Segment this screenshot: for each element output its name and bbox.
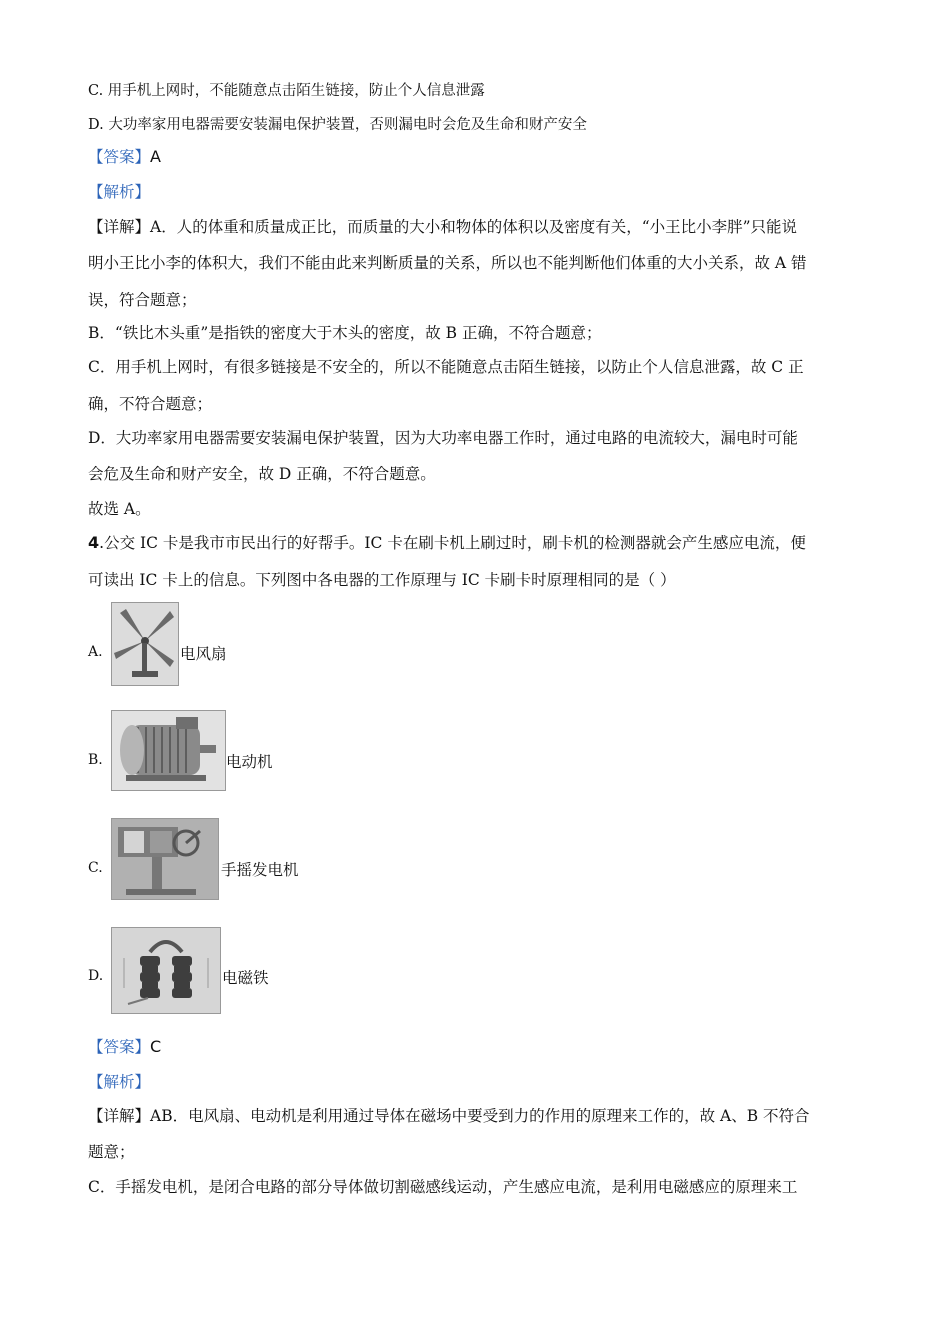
q3-detail-line-3: 误，符合题意； (88, 291, 197, 309)
option-b-text: 电动机 (226, 753, 273, 771)
q3-detail-line-5: C．用手机上网时，有很多链接是不安全的，所以不能随意点击陌生链接，以防止个人信息泄露，故 C 正 (88, 358, 804, 376)
stem-text: .公交 IC 卡是我市市民出行的好帮手。IC 卡在刷卡机上刷过时，刷卡机的检测器就会产生感应电流，便 (99, 534, 806, 552)
answer-label: 【答案】 (88, 1038, 151, 1056)
q4-stem-line-2: 可读出 IC 卡上的信息。下列图中各电器的工作原理与 IC 卡刷卡时原理相同的是（ ） (88, 571, 676, 589)
detail-label: 【详解】 (88, 218, 151, 236)
answer-value: A (150, 147, 161, 166)
q3-analysis-label: 【解析】 (88, 183, 151, 201)
q3-detail-line-7: D．大功率家用电器需要安装漏电保护装置，因为大功率电器工作时，通过电路的电流较大，漏电时可能 (88, 429, 798, 447)
detail-text: AB．电风扇、电动机是利用通过导体在磁场中要受到力的作用的原理来工作的，故 A、B 不符合 (150, 1107, 810, 1125)
q3-detail-line-6: 确，不符合题意； (88, 395, 213, 413)
detail-text: A．人的体重和质量成正比，而质量的大小和物体的体积以及密度有关，“小王比小李胖”只能说 (150, 218, 798, 236)
hand-crank-generator-image (111, 818, 219, 900)
q3-detail-line-4: B．“铁比木头重”是指铁的密度大于木头的密度，故 B 正确，不符合题意； (88, 324, 602, 342)
q4-detail-line-2: 题意； (88, 1143, 135, 1161)
q4-answer (88, 1036, 161, 1058)
q3-option-c: C. 用手机上网时，不能随意点击陌生链接，防止个人信息泄露 (88, 83, 485, 99)
q4-detail-line-1 (88, 1105, 810, 1127)
electric-motor-image (111, 710, 226, 791)
q4-detail-line-3: C．手摇发电机，是闭合电路的部分导体做切割磁感线运动，产生感应电流，是利用电磁感应的原理来工 (88, 1178, 798, 1196)
option-c-label: C. (88, 860, 103, 876)
q3-detail-line-8: 会危及生命和财产安全，故 D 正确，不符合题意。 (88, 465, 436, 483)
option-d-text: 电磁铁 (222, 969, 269, 987)
q3-detail-line-2: 明小王比小李的体积大，我们不能由此来判断质量的关系，所以也不能判断他们体重的大小关系，故 A 错 (88, 254, 807, 272)
q4-analysis-label: 【解析】 (88, 1073, 151, 1091)
electromagnet-image (111, 927, 221, 1014)
question-number: 4 (88, 533, 100, 552)
electric-fan-image (111, 602, 179, 686)
q3-answer (88, 146, 161, 168)
option-c-text: 手摇发电机 (221, 861, 299, 879)
q4-stem-line-1 (88, 532, 806, 554)
answer-label: 【答案】 (88, 148, 151, 166)
option-a-text: 电风扇 (180, 645, 227, 663)
option-b-label: B. (88, 752, 103, 768)
q3-option-d: D. 大功率家用电器需要安装漏电保护装置，否则漏电时会危及生命和财产安全 (88, 117, 587, 133)
detail-label: 【详解】 (88, 1107, 151, 1125)
answer-value: C (150, 1037, 162, 1056)
q3-detail-line-1 (88, 216, 797, 238)
option-a-label: A. (88, 644, 103, 660)
q3-detail-line-9: 故选 A。 (88, 500, 151, 518)
option-d-label: D. (88, 968, 104, 984)
